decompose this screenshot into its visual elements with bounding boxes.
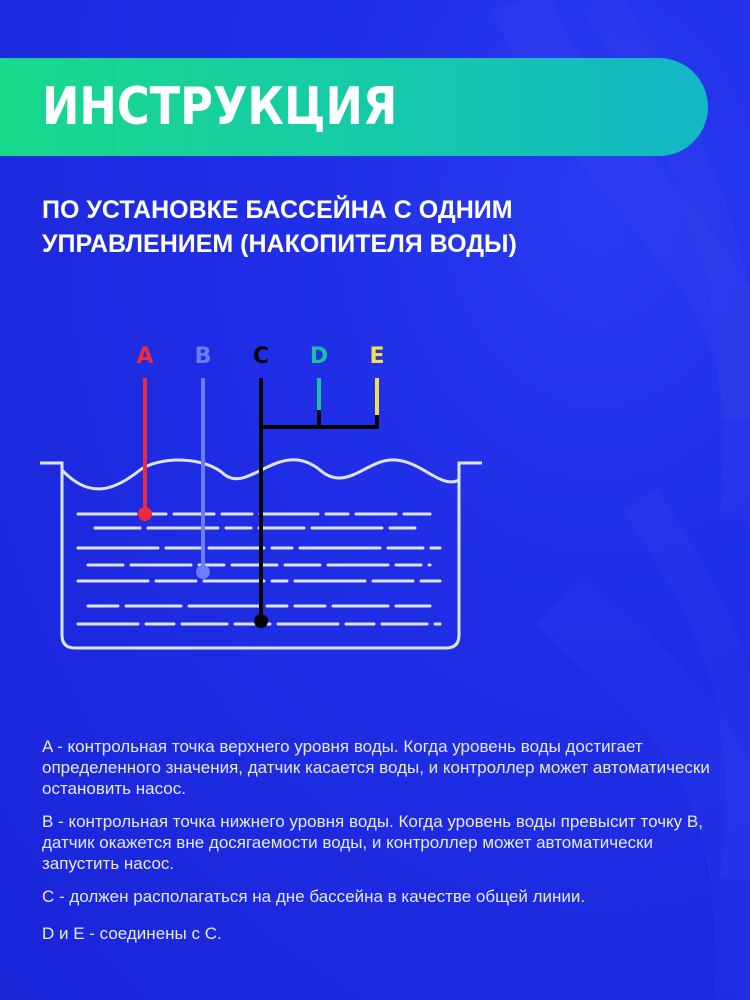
description-b: B - контрольная точка нижнего уровня воды. Когда уровень воды превысит точку B, датчик окажется вне досягаемости воды, и контроллер может автоматически запустить насос.	[42, 812, 703, 873]
subtitle-line-2: УПРАВЛЕНИЕМ (НАКОПИТЕЛЯ ВОДЫ)	[42, 230, 517, 258]
description-a: A - контрольная точка верхнего уровня воды. Когда уровень воды достигает определенного значения, датчик касается воды, и контроллер может автоматически остановить насос.	[42, 737, 710, 798]
page-title: ИНСТРУКЦИЯ	[42, 77, 398, 137]
page-subtitle	[42, 193, 682, 261]
probe-c-tip	[254, 614, 268, 628]
subtitle-line-1: ПО УСТАНОВКЕ БАССЕЙНА С ОДНИМ	[42, 196, 513, 224]
description-c: C - должен располагаться на дне бассейна в качестве общей линии.	[42, 887, 586, 906]
pool-sensor-diagram	[0, 330, 750, 670]
probe-label-e: E	[369, 344, 385, 369]
probe-label-c: C	[252, 344, 270, 369]
probe-label-d: D	[309, 344, 329, 369]
probe-label-b: B	[194, 344, 212, 369]
description-list	[42, 736, 722, 960]
description-d-e: D и E - соединены с C.	[42, 924, 222, 943]
probe-a-tip	[138, 507, 152, 521]
probe-b-tip	[196, 565, 210, 579]
probe-label-a: A	[136, 344, 154, 369]
